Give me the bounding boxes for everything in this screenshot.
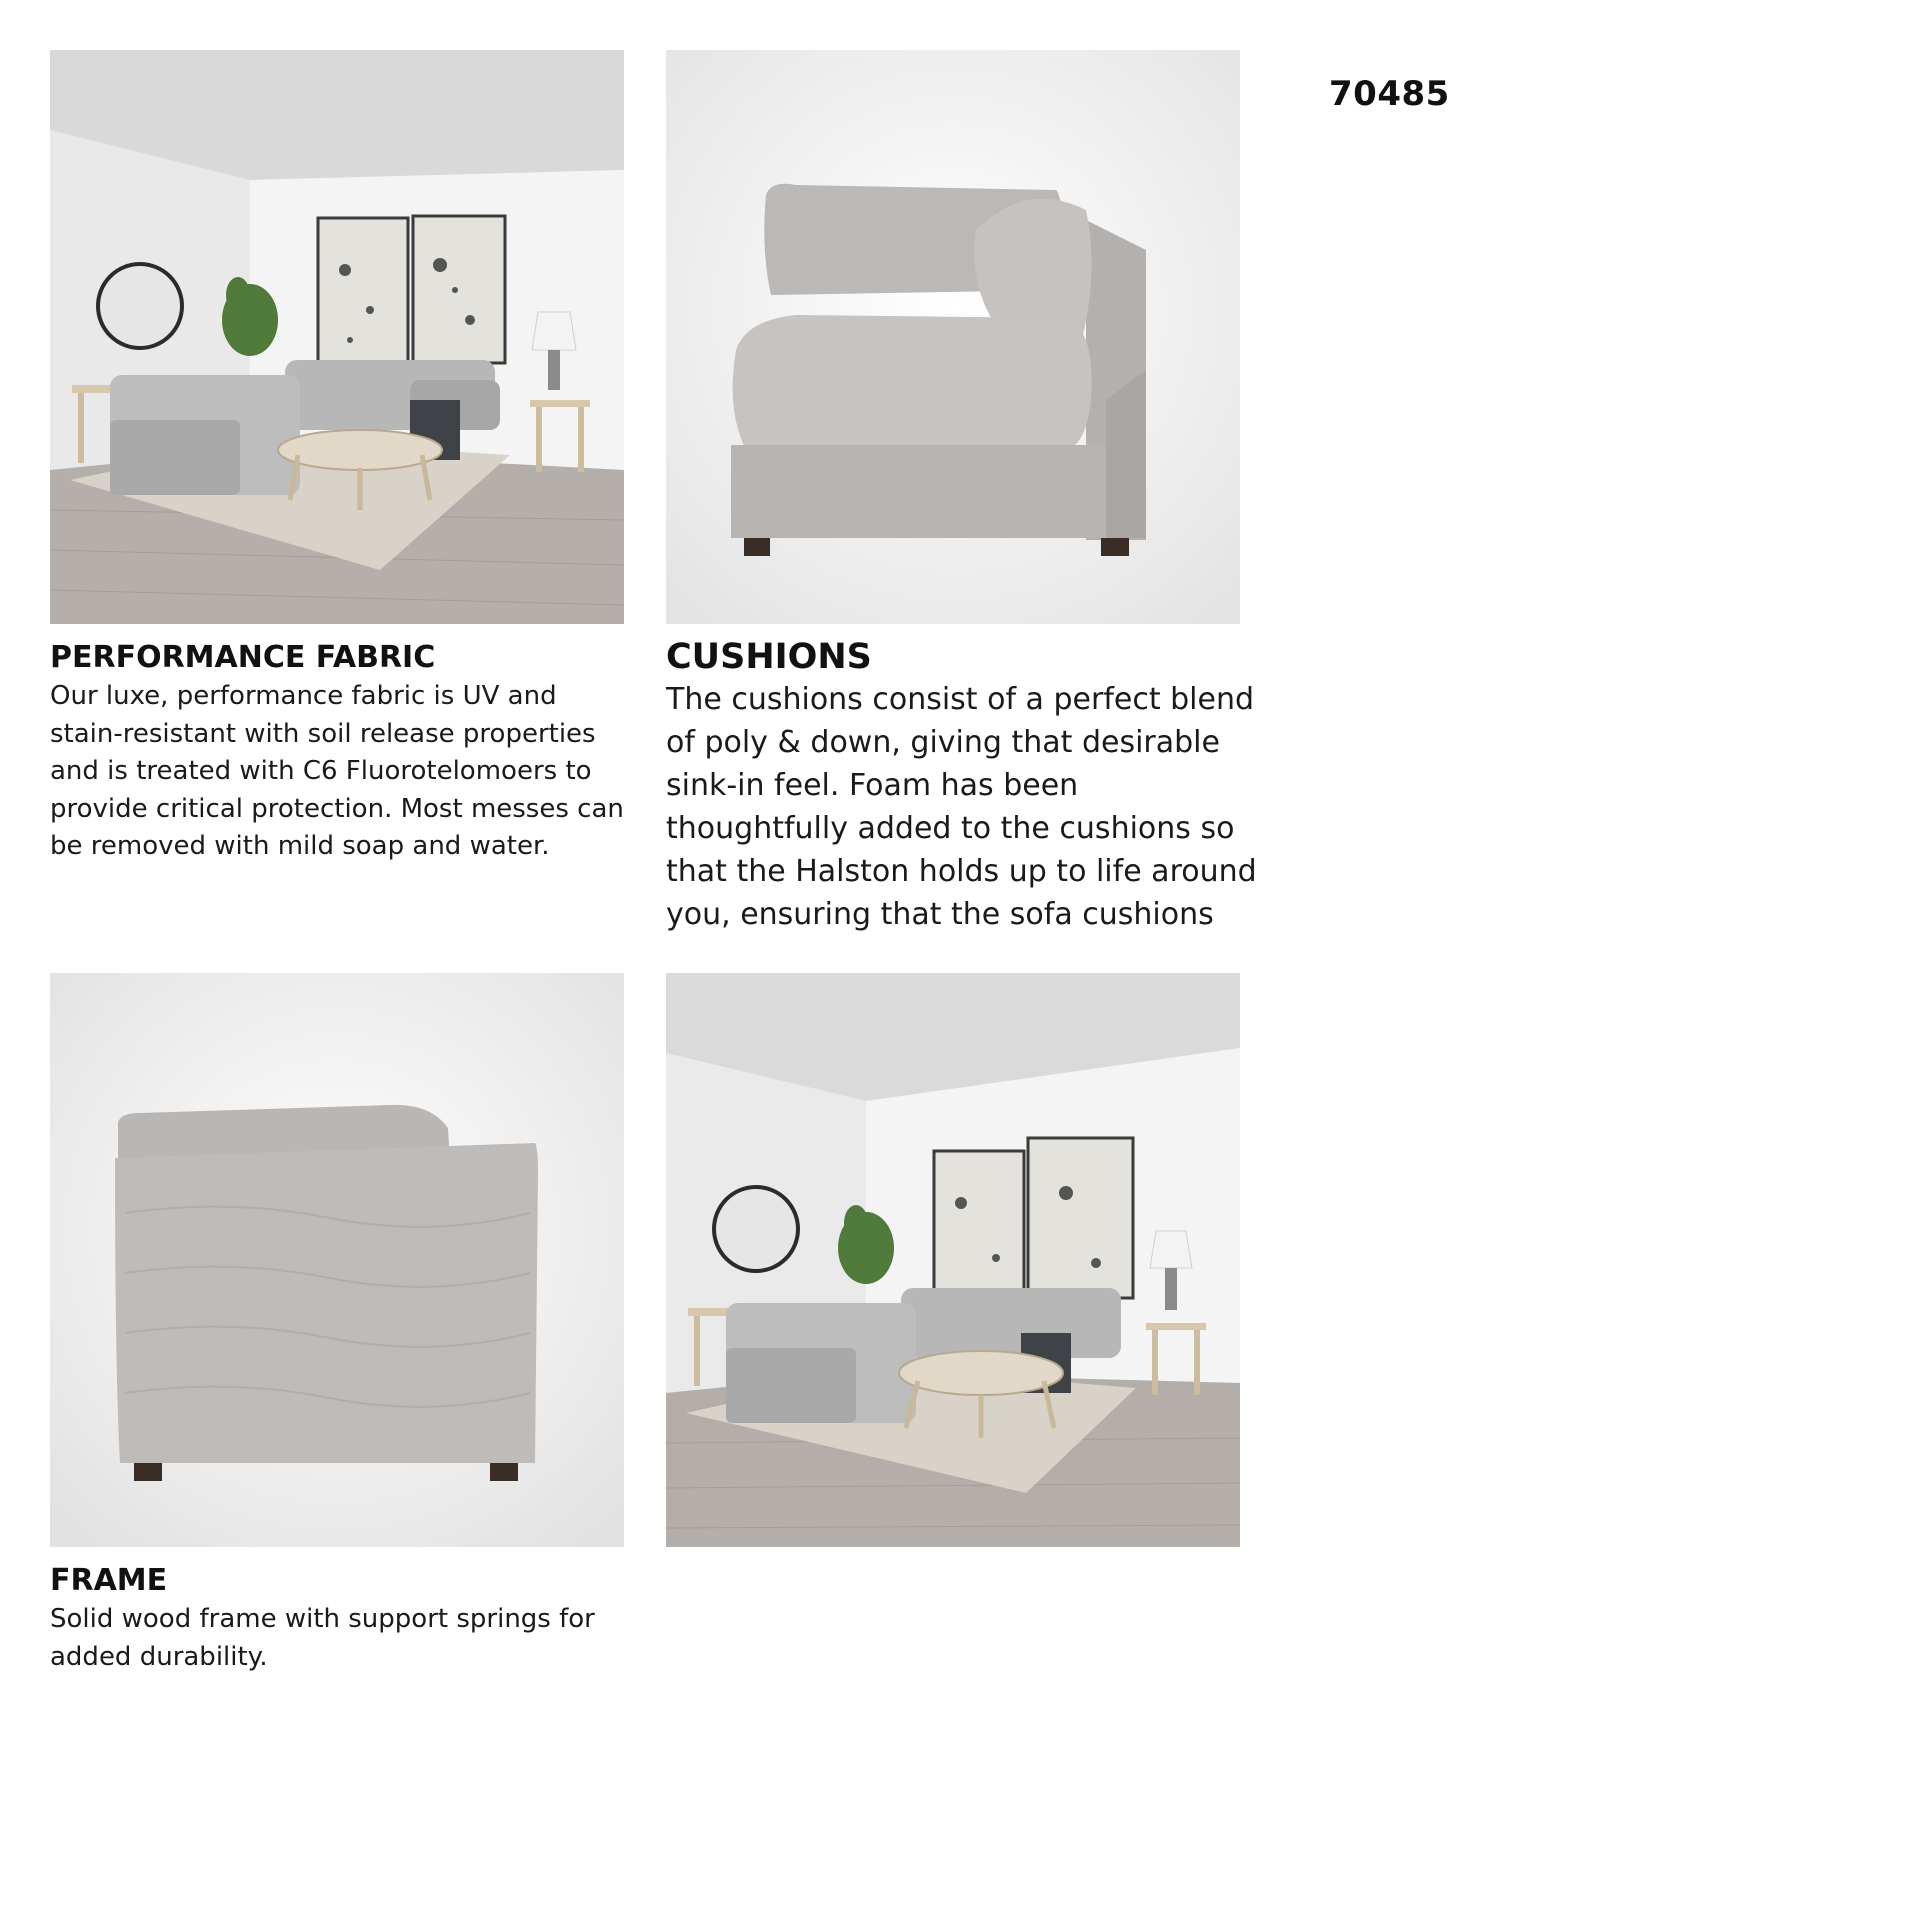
frame-text: Solid wood frame with support springs for added durability. [50, 1604, 595, 1672]
corner-chair-side-photo [50, 973, 624, 1547]
frame-title: FRAME [50, 1563, 168, 1598]
living-room-photo [50, 50, 624, 624]
cushions-text: The cushions consist of a perfect blend of poly & down, giving that desirable sink-in feel. Foam has been thoughtfully added to the cushions so that the Halston holds up to life around you, ensuring that the sofa cushions [666, 682, 1257, 932]
performance-fabric-title: PERFORMANCE FABRIC [50, 640, 436, 675]
product-sku: 70485 [1329, 74, 1450, 114]
cushions-title: CUSHIONS [666, 637, 872, 677]
living-room-photo-2 [666, 973, 1240, 1547]
corner-chair-front-photo [666, 50, 1240, 624]
performance-fabric-text: Our luxe, performance fabric is UV and stain-resistant with soil release properties and is treated with C6 Fluorotelomoers to provide critical protection. Most messes can be removed with mild soap and water. [50, 681, 624, 861]
